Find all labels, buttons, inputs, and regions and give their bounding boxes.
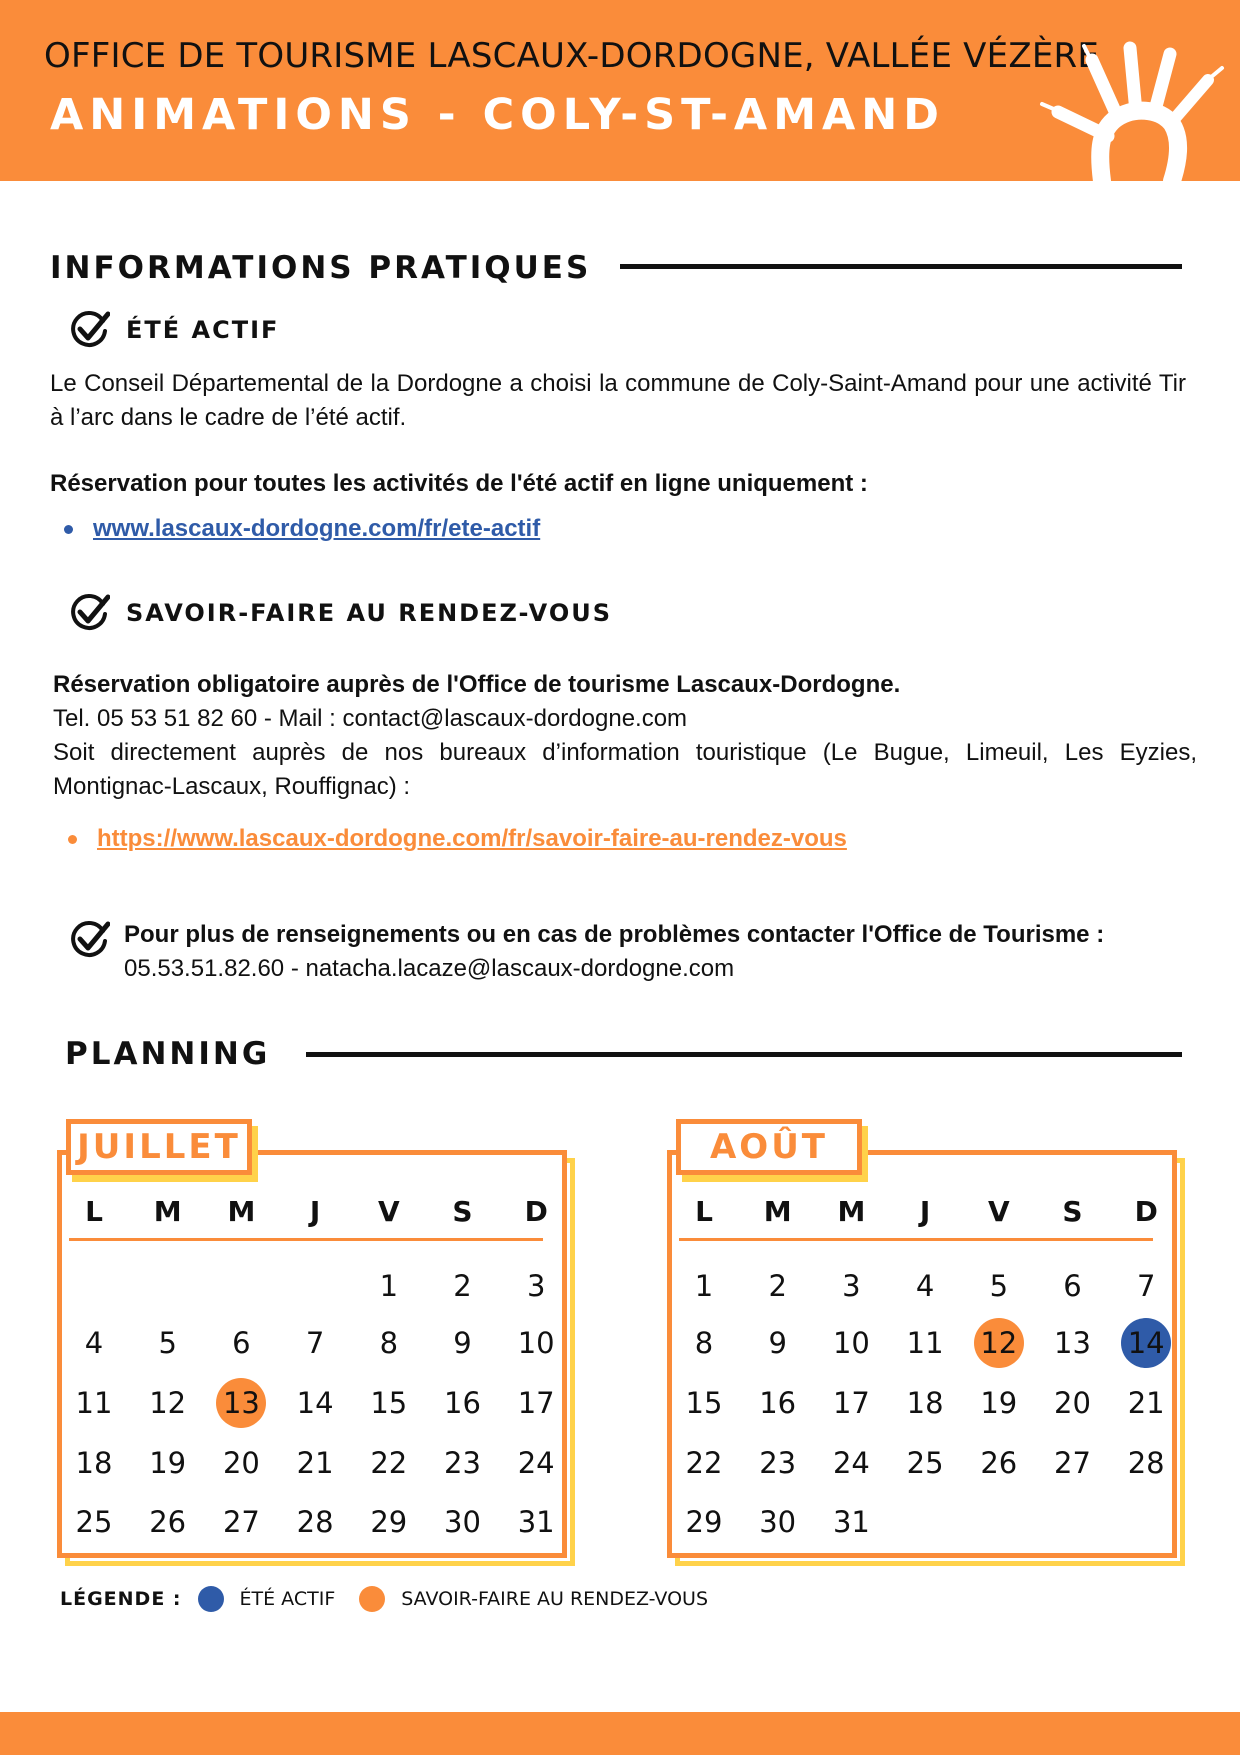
more-info-heading: Pour plus de renseignements ou en cas de problèmes contacter l'Office de Tourisme : (124, 921, 1105, 948)
legend-savoir-faire-text: SAVOIR-FAIRE AU RENDEZ-VOUS (401, 1588, 709, 1610)
savoir-faire-reservation-note: Réservation obligatoire auprès de l'Office de tourisme Lascaux-Dordogne. (53, 671, 901, 698)
weekday-header: S (452, 1195, 473, 1228)
organization-name: OFFICE DE TOURISME LASCAUX-DORDOGNE, VALLÉE VÉZÈRE (44, 36, 1100, 76)
calendar-day: 28 (296, 1505, 334, 1539)
calendar-day: 26 (980, 1446, 1018, 1480)
subsection-ete-actif (70, 310, 279, 350)
calendar-month-tab: AOÛT (676, 1119, 862, 1175)
calendar-day: 16 (444, 1386, 481, 1420)
calendar-day: 12 (149, 1386, 187, 1420)
hand-print-logo (1032, 40, 1232, 181)
calendar-day: 10 (517, 1326, 555, 1360)
weekday-header: M (837, 1195, 866, 1228)
weekday-header: V (987, 1195, 1010, 1228)
calendar-day-highlighted: 13 (216, 1378, 266, 1428)
calendar-day: 29 (370, 1505, 408, 1539)
calendar-day: 20 (1054, 1386, 1091, 1420)
savoir-faire-offices: Soit directement auprès de nos bureaux d’information touristique (Le Bugue, Limeuil, Les Eyzies, Montignac-Lascaux, Rouffignac) : (53, 739, 1197, 800)
calendar-day: 24 (832, 1446, 870, 1480)
savoir-faire-link[interactable] (68, 825, 847, 853)
calendar-day: 2 (768, 1269, 787, 1303)
footer-bar (0, 1712, 1240, 1755)
legend-ete-actif-text: ÉTÉ ACTIF (239, 1588, 336, 1610)
checkmark-circle-icon (70, 920, 110, 960)
legend-ete-actif-dot (198, 1586, 224, 1612)
calendar-day: 6 (1063, 1269, 1082, 1303)
calendar-day: 31 (517, 1505, 555, 1539)
calendar-day: 9 (768, 1326, 787, 1360)
calendar-day: 30 (759, 1505, 797, 1539)
section-divider (620, 264, 1182, 269)
weekday-header: J (309, 1195, 321, 1228)
section-divider (306, 1052, 1182, 1057)
calendar-day: 3 (842, 1269, 861, 1303)
bullet-dot (68, 835, 77, 844)
calendar-month-tab: JUILLET (66, 1119, 252, 1175)
calendar-day: 23 (444, 1446, 481, 1480)
calendar-day: 8 (379, 1326, 399, 1360)
calendar-day: 4 (915, 1269, 935, 1303)
calendar-day: 29 (685, 1505, 723, 1539)
calendar-day: 7 (305, 1326, 325, 1360)
weekday-header: D (1134, 1195, 1158, 1228)
savoir-faire-link-text[interactable]: https://www.lascaux-dordogne.com/fr/savoir-faire-au-rendez-vous (97, 825, 847, 852)
legend-savoir-faire-dot (359, 1586, 385, 1612)
ete-actif-link[interactable] (64, 515, 540, 543)
calendar-day: 15 (685, 1386, 723, 1420)
calendar-day: 27 (1054, 1446, 1091, 1480)
calendar-day: 11 (906, 1326, 944, 1360)
calendar-day: 28 (1127, 1446, 1165, 1480)
calendar-day: 15 (370, 1386, 408, 1420)
weekday-header: M (763, 1195, 792, 1228)
calendar-day: 11 (75, 1386, 113, 1420)
calendar-day: 18 (75, 1446, 113, 1480)
legend (60, 1586, 708, 1612)
calendar-day: 19 (149, 1446, 187, 1480)
checkmark-circle-icon (70, 310, 110, 350)
calendar-day: 18 (906, 1386, 944, 1420)
calendar-day: 23 (759, 1446, 797, 1480)
calendar-day: 3 (526, 1269, 546, 1303)
calendar-day: 8 (694, 1326, 714, 1360)
calendar-day: 21 (1127, 1386, 1165, 1420)
weekday-header: L (695, 1195, 713, 1228)
calendar-day: 7 (1136, 1269, 1156, 1303)
calendar-day: 16 (759, 1386, 797, 1420)
section-title-planning: PLANNING (65, 1036, 271, 1072)
calendar-day-highlighted: 12 (974, 1318, 1024, 1368)
subsection-heading: ÉTÉ ACTIF (126, 316, 280, 344)
ete-actif-description: Le Conseil Départemental de la Dordogne a choisi la commune de Coly-Saint-Amand pour une activité Tir à l’arc dans le cadre de l’été actif. (50, 370, 1186, 431)
section-title-informations: INFORMATIONS PRATIQUES (50, 250, 592, 286)
weekday-header: J (919, 1195, 931, 1228)
calendar-day: 1 (379, 1269, 399, 1303)
more-info-contact: 05.53.51.82.60 - natacha.lacaze@lascaux-dordogne.com (124, 955, 735, 982)
calendar-day: 25 (75, 1505, 113, 1539)
calendar-day-highlighted: 14 (1121, 1318, 1171, 1368)
calendar-day: 30 (444, 1505, 481, 1539)
calendar-day: 14 (296, 1386, 334, 1420)
calendar-day: 20 (222, 1446, 260, 1480)
calendar-day: 10 (832, 1326, 870, 1360)
weekday-header: M (227, 1195, 256, 1228)
subsection-heading: SAVOIR-FAIRE AU RENDEZ-VOUS (126, 599, 613, 627)
calendar-day: 24 (517, 1446, 555, 1480)
calendar-day: 1 (694, 1269, 714, 1303)
header-banner (0, 0, 1240, 181)
calendar-header-rule (69, 1238, 543, 1241)
calendar-day: 17 (517, 1386, 555, 1420)
calendar-day: 25 (906, 1446, 944, 1480)
calendar-day: 22 (370, 1446, 408, 1480)
calendar-day: 2 (453, 1269, 472, 1303)
ete-actif-reservation-note: Réservation pour toutes les activités de l'été actif en ligne uniquement : (50, 470, 868, 497)
weekday-header: L (85, 1195, 103, 1228)
calendar-day: 19 (980, 1386, 1018, 1420)
calendar-day: 4 (84, 1326, 104, 1360)
calendar-day: 21 (296, 1446, 334, 1480)
calendar-day: 27 (222, 1505, 260, 1539)
calendar-day: 22 (685, 1446, 723, 1480)
calendar-day: 5 (989, 1269, 1009, 1303)
calendar-day: 6 (232, 1326, 251, 1360)
calendar-day: 5 (158, 1326, 177, 1360)
calendar-day: 31 (832, 1505, 870, 1539)
legend-label: LÉGENDE : (60, 1588, 182, 1610)
calendar-day: 26 (149, 1505, 187, 1539)
page-title: ANIMATIONS - COLY-ST-AMAND (50, 90, 945, 140)
checkmark-circle-icon (70, 593, 110, 633)
weekday-header: M (153, 1195, 182, 1228)
savoir-faire-contact: Tel. 05 53 51 82 60 - Mail : contact@lascaux-dordogne.com (53, 705, 688, 732)
bullet-dot (64, 525, 73, 534)
ete-actif-link-text[interactable]: www.lascaux-dordogne.com/fr/ete-actif (93, 515, 541, 542)
calendar-day: 17 (832, 1386, 870, 1420)
calendar-header-rule (679, 1238, 1153, 1241)
weekday-header: S (1062, 1195, 1083, 1228)
calendar-day: 13 (1054, 1326, 1091, 1360)
subsection-savoir-faire (70, 593, 612, 633)
weekday-header: D (524, 1195, 548, 1228)
weekday-header: V (377, 1195, 400, 1228)
calendar-day: 9 (453, 1326, 472, 1360)
